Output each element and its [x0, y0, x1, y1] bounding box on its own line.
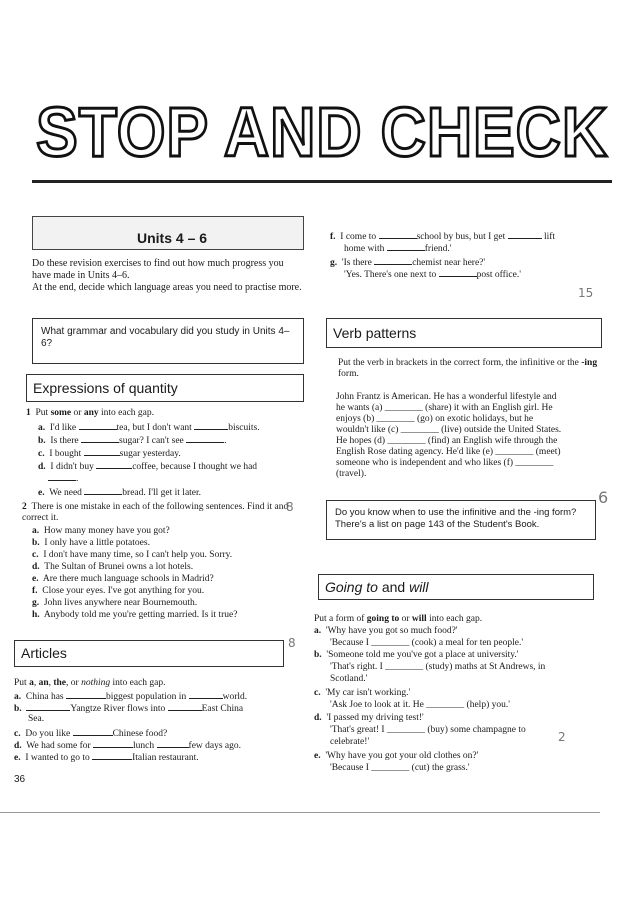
articles-prompt: Put a, an, the, or nothing into each gap.: [14, 678, 166, 688]
gap-input[interactable]: [92, 751, 132, 760]
verb-text-line: English Rose dating agency. He'd like (e) ________ (meet): [336, 447, 561, 457]
articles-item-mid: lunch: [133, 741, 155, 751]
going-prompt-will: will: [411, 614, 427, 624]
verb-prompt-b: form.: [338, 369, 359, 379]
ex2-item-text: The Sultan of Brunei owns a lot hotels.: [44, 562, 194, 572]
verb-text-line: someone who is independent and who likes (f) ________: [336, 458, 554, 468]
gap-input[interactable]: [96, 460, 132, 469]
section-articles-heading: [14, 640, 284, 667]
going-line: [314, 688, 410, 699]
ex1-item-label: a.: [38, 423, 46, 433]
ex2-item: [32, 526, 170, 537]
ex1-item-label: d.: [38, 462, 46, 472]
page-title: [32, 66, 612, 182]
gap-input[interactable]: [79, 421, 117, 430]
going-line-text: 'My car isn't working.': [325, 688, 411, 698]
item-f-e: friend.': [424, 244, 452, 254]
going-line-text: Scotland.': [330, 674, 368, 684]
gap-input[interactable]: [387, 242, 425, 251]
ex1-item-label: b.: [38, 436, 46, 446]
ex1-item-post: .: [76, 474, 79, 484]
going-line: [314, 751, 478, 762]
going-line-label: d.: [314, 713, 322, 723]
articles-item-label: c.: [14, 729, 21, 739]
going-line-text: 'Because I ________ (cook) a meal for ten people.': [330, 638, 524, 648]
going-line-label: c.: [314, 688, 321, 698]
reflection-box: [32, 318, 304, 364]
ex1-item: [38, 447, 181, 460]
item-g-d: post office.': [476, 270, 521, 280]
going-line: [330, 737, 369, 748]
ex1-item-pre: Is there: [50, 436, 79, 446]
ex2-item-label: b.: [32, 538, 40, 548]
page-number: 36: [14, 774, 26, 785]
articles-nothing: nothing: [81, 678, 111, 688]
ex1-item-pre: I bought: [49, 449, 82, 459]
going-line-text: 'Why have you got so much food?': [325, 626, 458, 636]
going-to-heading-a: Going to: [325, 579, 378, 595]
going-line-text: 'That's right. I ________ (study) maths at St Andrews, in: [330, 662, 546, 672]
handwritten-score: 8: [288, 636, 296, 650]
verb-text-line: enjoys (b) ________ (go) on exotic holidays, but he: [336, 414, 534, 424]
going-line: [330, 662, 545, 673]
verb-text-line: he wants (a) ________ (share) it with an English girl. He: [336, 403, 553, 413]
gap-input[interactable]: [81, 434, 119, 443]
gap-input[interactable]: [84, 447, 120, 456]
going-prompt-a: Put a form of: [314, 614, 367, 624]
articles-item: [14, 751, 199, 764]
reflection-text: What grammar and vocabulary did you study in Units 4–6?: [41, 326, 290, 349]
going-line: [330, 674, 367, 685]
articles-the: the: [53, 678, 67, 688]
ex2-item: [32, 610, 237, 621]
gap-input[interactable]: [189, 690, 223, 699]
section-going-to-heading: [318, 574, 594, 600]
ex1-item-mid: sugar? I can't see: [119, 436, 184, 446]
verb-patterns-prompt: [338, 358, 602, 380]
intro-p2: At the end, decide which language areas you need to practise more.: [32, 282, 302, 293]
section-expressions-heading: [26, 374, 304, 402]
ex1-item-label: c.: [38, 449, 45, 459]
ex1-item: [38, 421, 260, 434]
ex2-num: 2: [22, 502, 27, 512]
going-line-label: e.: [314, 751, 321, 761]
ex1-item-post: biscuits.: [228, 423, 260, 433]
ex2-item-label: h.: [32, 610, 40, 620]
articles-item-label: a.: [14, 692, 22, 702]
going-to-heading-c: will: [409, 579, 429, 595]
ex2-item-label: c.: [32, 550, 39, 560]
verb-text-line: (travel).: [336, 469, 367, 479]
going-line: [314, 713, 424, 724]
going-line-text: celebrate!': [330, 737, 370, 747]
verb-prompt-ing: -ing: [581, 358, 598, 368]
ex2-item-label: e.: [32, 574, 39, 584]
articles-item: [14, 702, 243, 715]
ex2-item-text: How many money have you got?: [43, 526, 170, 536]
ex2-item-text: Anybody told me you're getting married. Is it true?: [43, 610, 238, 620]
ex1-item-mid: coffee, because I thought we had: [132, 462, 258, 472]
handwritten-score: 15: [578, 286, 594, 300]
ex1-item: [38, 486, 201, 499]
bottom-rule: [0, 812, 600, 813]
ex2-prompt-text: There is one mistake in each of the following sentences. Find it and correct it.: [22, 502, 289, 523]
going-line-text: 'I passed my driving test!': [326, 713, 424, 723]
gap-input[interactable]: [93, 739, 133, 748]
ex2-item: [32, 586, 204, 597]
ex2-item: [32, 550, 232, 561]
gap-input[interactable]: [379, 230, 417, 239]
articles-item: [28, 714, 44, 725]
article-item-f-cont: [344, 242, 452, 255]
expressions-heading: Expressions of quantity: [33, 380, 178, 396]
articles-item-pre: I wanted to go to: [25, 753, 90, 763]
handwritten-score: 6: [598, 488, 609, 507]
ex2-item-label: a.: [32, 526, 40, 536]
going-to-heading: [325, 579, 429, 595]
ex1-item-mid: tea, but I don't want: [116, 423, 192, 433]
gap-input[interactable]: [508, 230, 542, 239]
gap-input[interactable]: [157, 739, 189, 748]
verb-text-line: John Frantz is American. He has a wonderful lifestyle and: [336, 392, 557, 402]
gap-input[interactable]: [168, 702, 202, 711]
articles-item-label: d.: [14, 741, 22, 751]
ex2-item: [32, 562, 193, 573]
going-line-text: 'Because I ________ (cut) the grass.': [330, 763, 470, 773]
section-verb-patterns-heading: [326, 318, 602, 348]
ex2-item-text: I only have a little potatoes.: [44, 538, 150, 548]
ex2-item-text: John lives anywhere near Bournemouth.: [43, 598, 198, 608]
articles-item-label: b.: [14, 704, 22, 714]
item-g-c: 'Yes. There's one next to: [344, 270, 437, 280]
articles-item-mid: Italian restaurant.: [132, 753, 199, 763]
ex1-item-pre: We need: [49, 488, 82, 498]
verb-patterns-info-text: Do you know when to use the infinitive and the -ing form? There's a list on page 143 of the Student's Book.: [335, 507, 577, 530]
intro-p1: Do these revision exercises to find out how much progress you have made in Units 4–6.: [32, 258, 284, 281]
going-to-prompt: [314, 614, 482, 625]
going-prompt-going: going to: [366, 614, 400, 624]
going-line-label: b.: [314, 650, 322, 660]
units-header: [32, 216, 304, 250]
ex2-item-text: Are there much language schools in Madrid?: [42, 574, 214, 584]
going-prompt-b: into each gap.: [426, 614, 483, 624]
ex1-item-pre: I'd like: [49, 423, 77, 433]
ex2-item: [32, 574, 214, 585]
item-g-a: 'Is there: [341, 258, 372, 268]
articles-item-mid: biggest population in: [105, 692, 187, 702]
ex2-item: [32, 538, 150, 549]
gap-input[interactable]: [84, 486, 122, 495]
handwritten-score: 8: [286, 500, 294, 514]
going-line-label: a.: [314, 626, 322, 636]
articles-item-pre: We had some for: [26, 741, 91, 751]
articles-item-pre: Sea.: [28, 714, 45, 724]
going-to-heading-b: and: [377, 579, 410, 595]
articles-or: or: [68, 678, 82, 688]
gap-input[interactable]: [73, 727, 113, 736]
articles-item-post: world.: [222, 692, 248, 702]
going-line: [330, 763, 470, 774]
going-line-text: 'That's great! I ________ (buy) some champagne to: [330, 725, 526, 735]
gap-input[interactable]: [66, 690, 106, 699]
verb-patterns-info-box: [326, 500, 596, 540]
title-text: STOP AND CHECK: [36, 93, 608, 171]
articles-item-post: few days ago.: [188, 741, 242, 751]
article-item-g-cont: [344, 268, 521, 281]
articles-an: an: [38, 678, 49, 688]
item-f-b: school by bus, but I get: [416, 232, 506, 242]
ex1-prompt: [26, 408, 154, 419]
ex1-item-continuation: [48, 472, 78, 485]
articles-prompt-b: into each gap.: [110, 678, 166, 688]
verb-prompt-a: Put the verb in brackets in the correct form, the infinitive or the: [338, 358, 582, 368]
articles-item-label: e.: [14, 753, 21, 763]
gap-input[interactable]: [26, 702, 70, 711]
going-line: [314, 650, 519, 661]
ex1-some: some: [50, 408, 72, 418]
going-line-text: 'Someone told me you've got a place at university.': [326, 650, 519, 660]
intro: [32, 258, 304, 294]
units-label: Units 4 – 6: [137, 230, 208, 246]
going-prompt-or: or: [399, 614, 412, 624]
ex1-prompt-a: Put: [35, 408, 51, 418]
articles-prompt-a: Put: [14, 678, 30, 688]
ex2-item: [32, 598, 197, 609]
ex2-item-text: I don't have many time, so I can't help you. Sorry.: [43, 550, 233, 560]
item-g-label: g.: [330, 258, 338, 268]
ex1-item-label: e.: [38, 488, 45, 498]
ex1-item-post: .: [224, 436, 227, 446]
ex2-prompt: [22, 502, 296, 524]
gap-input[interactable]: [439, 268, 477, 277]
item-f-label: f.: [330, 232, 336, 242]
ex1-item-mid: bread. I'll get it later.: [122, 488, 202, 498]
articles-heading: Articles: [21, 645, 67, 661]
ex2-item-label: g.: [32, 598, 40, 608]
articles-item-pre: Do you like: [25, 729, 71, 739]
ex2-item-label: f.: [32, 586, 38, 596]
ex1-item-pre: I didn't buy: [50, 462, 94, 472]
gap-input[interactable]: [186, 434, 224, 443]
going-line: [330, 725, 526, 736]
handwritten-score: 2: [558, 730, 566, 744]
item-f-d: home with: [344, 244, 385, 254]
ex1-num: 1: [26, 408, 31, 418]
verb-text-line: He hopes (d) ________ (find) an English wife through the: [336, 436, 558, 446]
articles-item-mid: Yangtze River flows into: [70, 704, 166, 714]
ex1-or: or: [71, 408, 84, 418]
title-rule: [32, 180, 612, 183]
ex1-item: [38, 434, 227, 447]
going-line-text: 'Ask Joe to look at it. He ________ (help) you.': [330, 700, 510, 710]
going-line: [330, 638, 523, 649]
articles-item-mid: Chinese food?: [112, 729, 168, 739]
ex1-any: any: [83, 408, 99, 418]
verb-text-line: wouldn't like (c) ________ (live) outside the United States.: [336, 425, 562, 435]
going-line: [314, 626, 458, 637]
ex1-prompt-b: into each gap.: [98, 408, 155, 418]
ex2-item-text: Close your eyes. I've got anything for you.: [42, 586, 205, 596]
item-g-b: chemist near here?': [412, 258, 486, 268]
articles-a: a: [29, 678, 34, 688]
gap-input[interactable]: [48, 472, 76, 481]
going-line: [330, 700, 510, 711]
verb-patterns-heading: Verb patterns: [333, 325, 417, 341]
gap-input[interactable]: [374, 256, 412, 265]
articles-item-pre: China has: [25, 692, 64, 702]
ex1-item-mid: sugar yesterday.: [119, 449, 181, 459]
ex2-item-label: d.: [32, 562, 40, 572]
item-f-a: I come to: [340, 232, 377, 242]
articles-item-post: East China: [201, 704, 244, 714]
going-line-text: 'Why have you got your old clothes on?': [325, 751, 479, 761]
item-f-c: lift: [543, 232, 556, 242]
gap-input[interactable]: [194, 421, 228, 430]
